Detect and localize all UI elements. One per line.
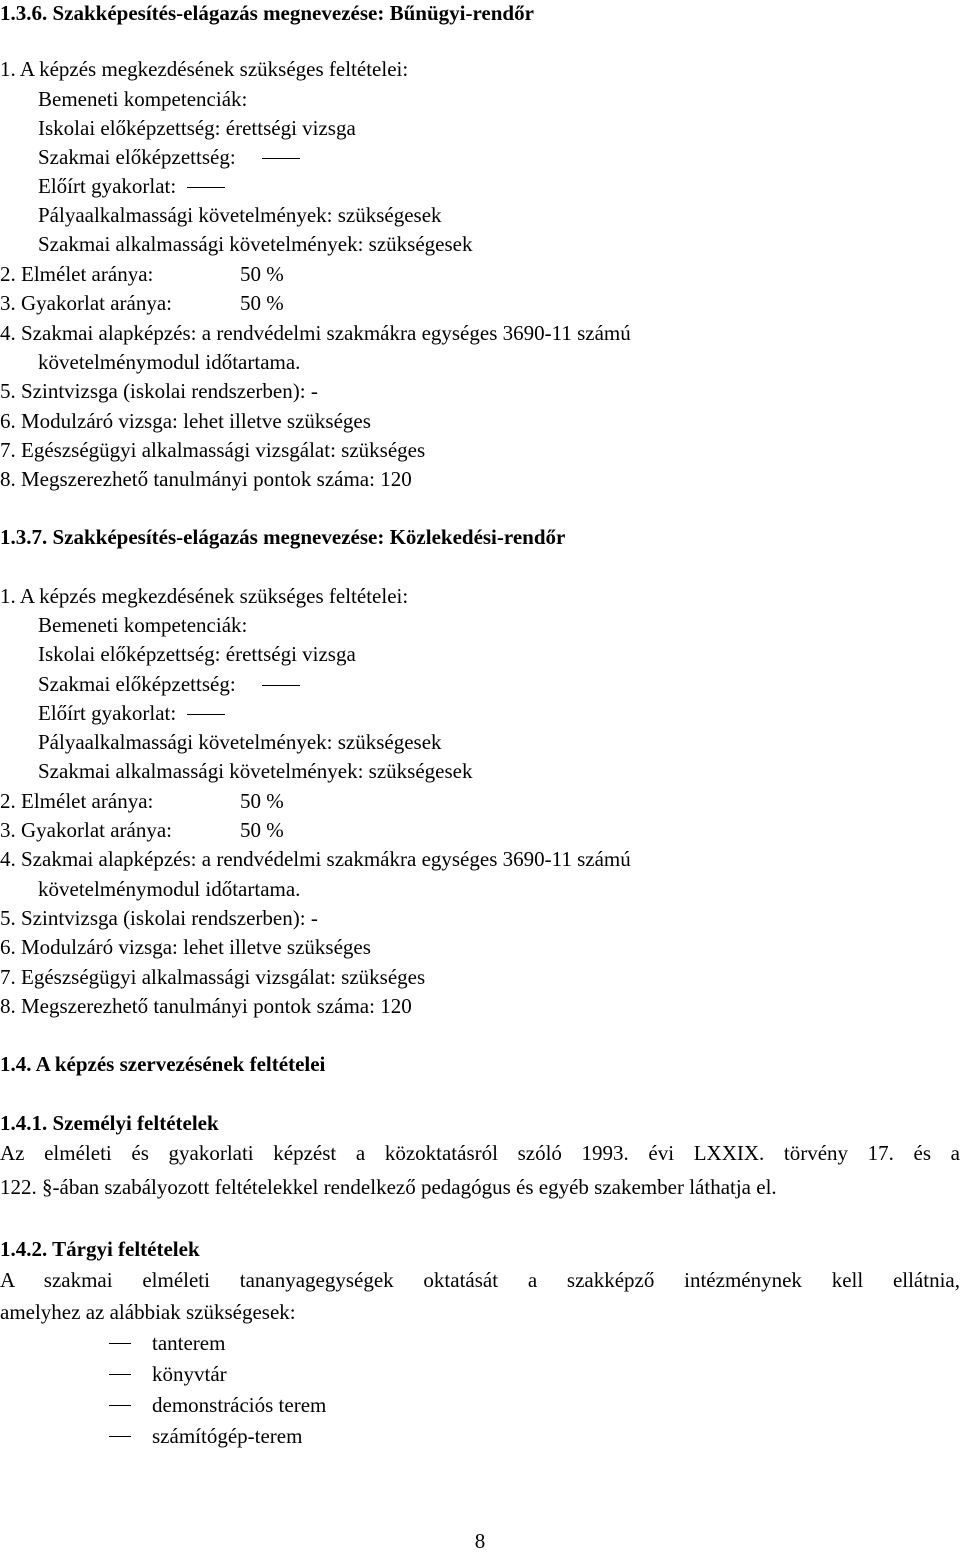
basic-training-line-1: 4. Szakmai alapképzés: a rendvédelmi szakmákra egységes 3690-11 számú xyxy=(0,847,631,871)
dash-mark xyxy=(262,158,300,159)
personnel-paragraph-line-2: 122. §-ában szabályozott feltételekkel rendelkező pedagógus és egyéb szakember láthatja el. xyxy=(0,1175,777,1199)
level-exam: 5. Szintvizsga (iskolai rendszerben): - xyxy=(0,379,318,403)
list-item: tanterem xyxy=(152,1331,226,1355)
page-number: 8 xyxy=(474,1529,486,1553)
career-fitness-requirements: Pályaalkalmassági követelmények: szükségesek xyxy=(38,203,442,227)
practice-ratio xyxy=(0,290,284,316)
practice-ratio-label: 3. Gyakorlat aránya: xyxy=(0,291,173,315)
theory-ratio-label: 2. Elmélet aránya: xyxy=(0,262,154,286)
section-heading-1-3-6: 1.3.6. Szakképesítés-elágazás megnevezése: Bűnügyi-rendőr xyxy=(0,1,534,25)
material-paragraph-line-1: A szakmai elméleti tananyagegységek oktatását a szakképző intézménynek kell ellátnia, xyxy=(0,1268,960,1292)
professional-prerequisite-label: Szakmai előképzettség: xyxy=(38,145,236,169)
material-paragraph-line-2: amelyhez az alábbiak szükségesek: xyxy=(0,1300,296,1324)
professional-fitness-requirements: Szakmai alkalmassági követelmények: szükségesek xyxy=(38,759,473,783)
list-item: demonstrációs terem xyxy=(152,1393,327,1417)
module-exam: 6. Modulzáró vizsga: lehet illetve szükséges xyxy=(0,935,371,959)
list-dash xyxy=(109,1405,131,1406)
career-fitness-requirements: Pályaalkalmassági követelmények: szükségesek xyxy=(38,730,442,754)
theory-ratio-value: 50 % xyxy=(240,789,284,813)
section-heading-1-4-1: 1.4.1. Személyi feltételek xyxy=(0,1111,219,1135)
list-dash xyxy=(109,1374,131,1375)
required-practice-label: Előírt gyakorlat: xyxy=(38,701,177,725)
theory-ratio-label: 2. Elmélet aránya: xyxy=(0,789,154,813)
basic-training-line-2: követelménymodul időtartama. xyxy=(38,350,301,374)
required-practice xyxy=(38,173,176,199)
practice-ratio xyxy=(0,817,284,843)
school-prerequisite: Iskolai előképzettség: érettségi vizsga xyxy=(38,116,356,140)
basic-training-line-1: 4. Szakmai alapképzés: a rendvédelmi szakmákra egységes 3690-11 számú xyxy=(0,321,631,345)
requirements-item-1: 1. A képzés megkezdésének szükséges feltételei: xyxy=(0,57,409,81)
school-prerequisite: Iskolai előképzettség: érettségi vizsga xyxy=(38,642,356,666)
requirements-item-1: 1. A képzés megkezdésének szükséges feltételei: xyxy=(0,584,409,608)
practice-ratio-value: 50 % xyxy=(240,291,284,315)
theory-ratio xyxy=(0,788,284,814)
list-item: könyvtár xyxy=(152,1362,227,1386)
section-heading-1-3-7: 1.3.7. Szakképesítés-elágazás megnevezése: Közlekedési-rendőr xyxy=(0,525,566,549)
list-dash xyxy=(109,1436,131,1437)
dash-mark xyxy=(187,714,225,715)
dash-mark xyxy=(262,685,300,686)
section-heading-1-4-2: 1.4.2. Tárgyi feltételek xyxy=(0,1237,200,1261)
professional-fitness-requirements: Szakmai alkalmassági követelmények: szükségesek xyxy=(38,232,473,256)
dash-mark xyxy=(187,187,225,188)
basic-training-line-2: követelménymodul időtartama. xyxy=(38,877,301,901)
entry-competencies: Bemeneti kompetenciák: xyxy=(38,613,248,637)
section-heading-1-4: 1.4. A képzés szervezésének feltételei xyxy=(0,1052,326,1076)
practice-ratio-label: 3. Gyakorlat aránya: xyxy=(0,818,173,842)
theory-ratio xyxy=(0,261,284,287)
health-exam: 7. Egészségügyi alkalmassági vizsgálat: szükséges xyxy=(0,438,426,462)
professional-prerequisite xyxy=(38,144,236,170)
practice-ratio-value: 50 % xyxy=(240,818,284,842)
professional-prerequisite-label: Szakmai előképzettség: xyxy=(38,672,236,696)
required-practice-label: Előírt gyakorlat: xyxy=(38,174,177,198)
level-exam: 5. Szintvizsga (iskolai rendszerben): - xyxy=(0,906,318,930)
module-exam: 6. Modulzáró vizsga: lehet illetve szükséges xyxy=(0,409,371,433)
list-item: számítógép-terem xyxy=(152,1424,303,1448)
health-exam: 7. Egészségügyi alkalmassági vizsgálat: szükséges xyxy=(0,965,426,989)
professional-prerequisite xyxy=(38,671,236,697)
required-practice xyxy=(38,700,176,726)
list-dash xyxy=(109,1343,131,1344)
personnel-paragraph-line-1: Az elméleti és gyakorlati képzést a közoktatásról szóló 1993. évi LXXIX. törvény 17. és a xyxy=(0,1141,960,1165)
theory-ratio-value: 50 % xyxy=(240,262,284,286)
entry-competencies: Bemeneti kompetenciák: xyxy=(38,87,248,111)
credits: 8. Megszerezhető tanulmányi pontok száma: 120 xyxy=(0,467,412,491)
credits: 8. Megszerezhető tanulmányi pontok száma: 120 xyxy=(0,994,412,1018)
